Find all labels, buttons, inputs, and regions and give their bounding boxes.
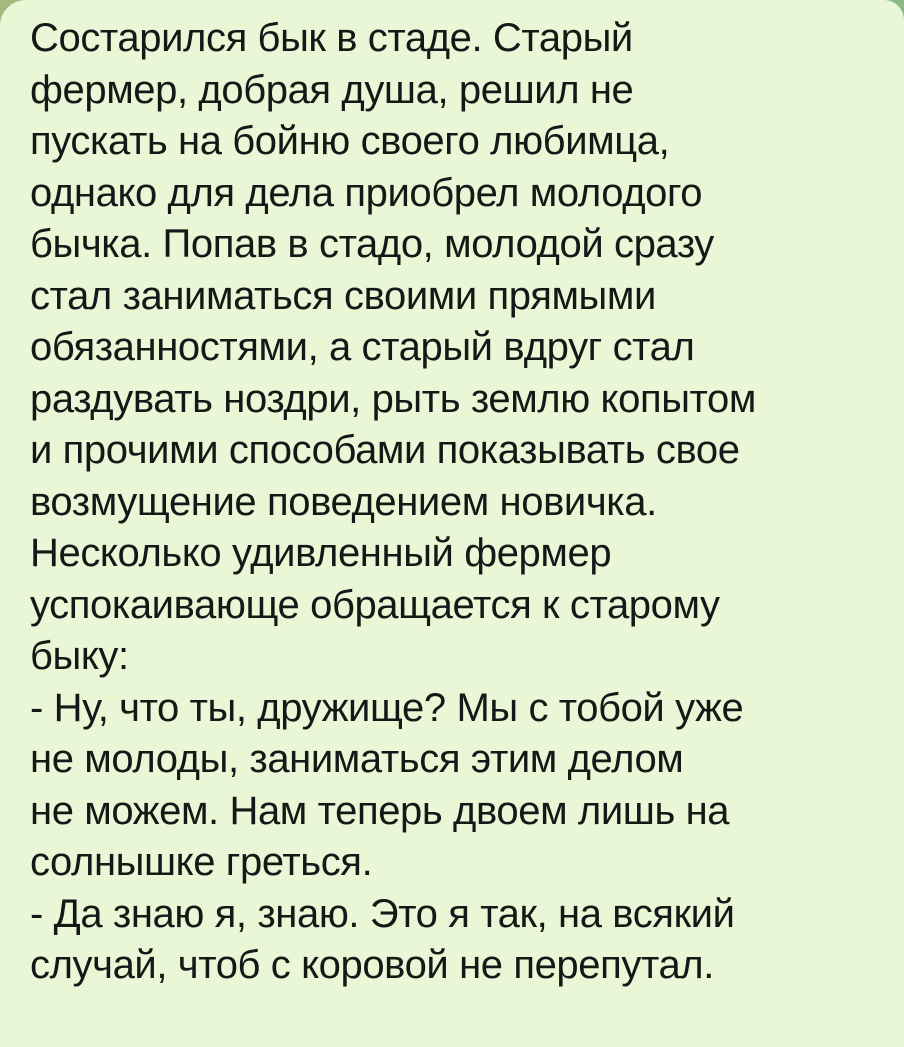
text-line: Несколько удивленный фермер [30, 531, 612, 575]
text-line: - Ну, что ты, дружище? Мы с тобой уже [30, 685, 744, 730]
text-line: случай, чтоб с коровой не перепутал. [30, 943, 714, 987]
text-line: пускать на бойню своего любимца, [30, 119, 670, 163]
text-line: возмущение поведением новичка. [30, 479, 657, 524]
text-line: Состарился бык в стаде. Старый [30, 16, 633, 60]
text-line: фермер, добрая душа, решил не [30, 67, 634, 112]
text-line: стал заниматься своими прямыми [30, 273, 656, 318]
text-line: бычка. Попав в стадо, молодой сразу [30, 222, 714, 266]
text-line: раздувать ноздри, рыть землю копытом [30, 376, 756, 421]
text-line: быку: [30, 634, 129, 678]
text-line: успокаивающе обращается к старому [30, 582, 720, 627]
text-line: не молоды, заниматься этим делом [30, 737, 684, 781]
text-line: не можем. Нам теперь двоем лишь на [30, 788, 730, 833]
text-line: - Да знаю я, знаю. Это я так, на всякий [30, 891, 735, 936]
message-text [30, 13, 880, 992]
text-line: и прочими способами показывать свое [30, 428, 740, 472]
text-line: однако для дела приобрел молодого [30, 170, 703, 215]
text-line: солнышке греться. [30, 840, 373, 884]
text-line: обязанностями, а старый вдруг стал [30, 325, 695, 369]
